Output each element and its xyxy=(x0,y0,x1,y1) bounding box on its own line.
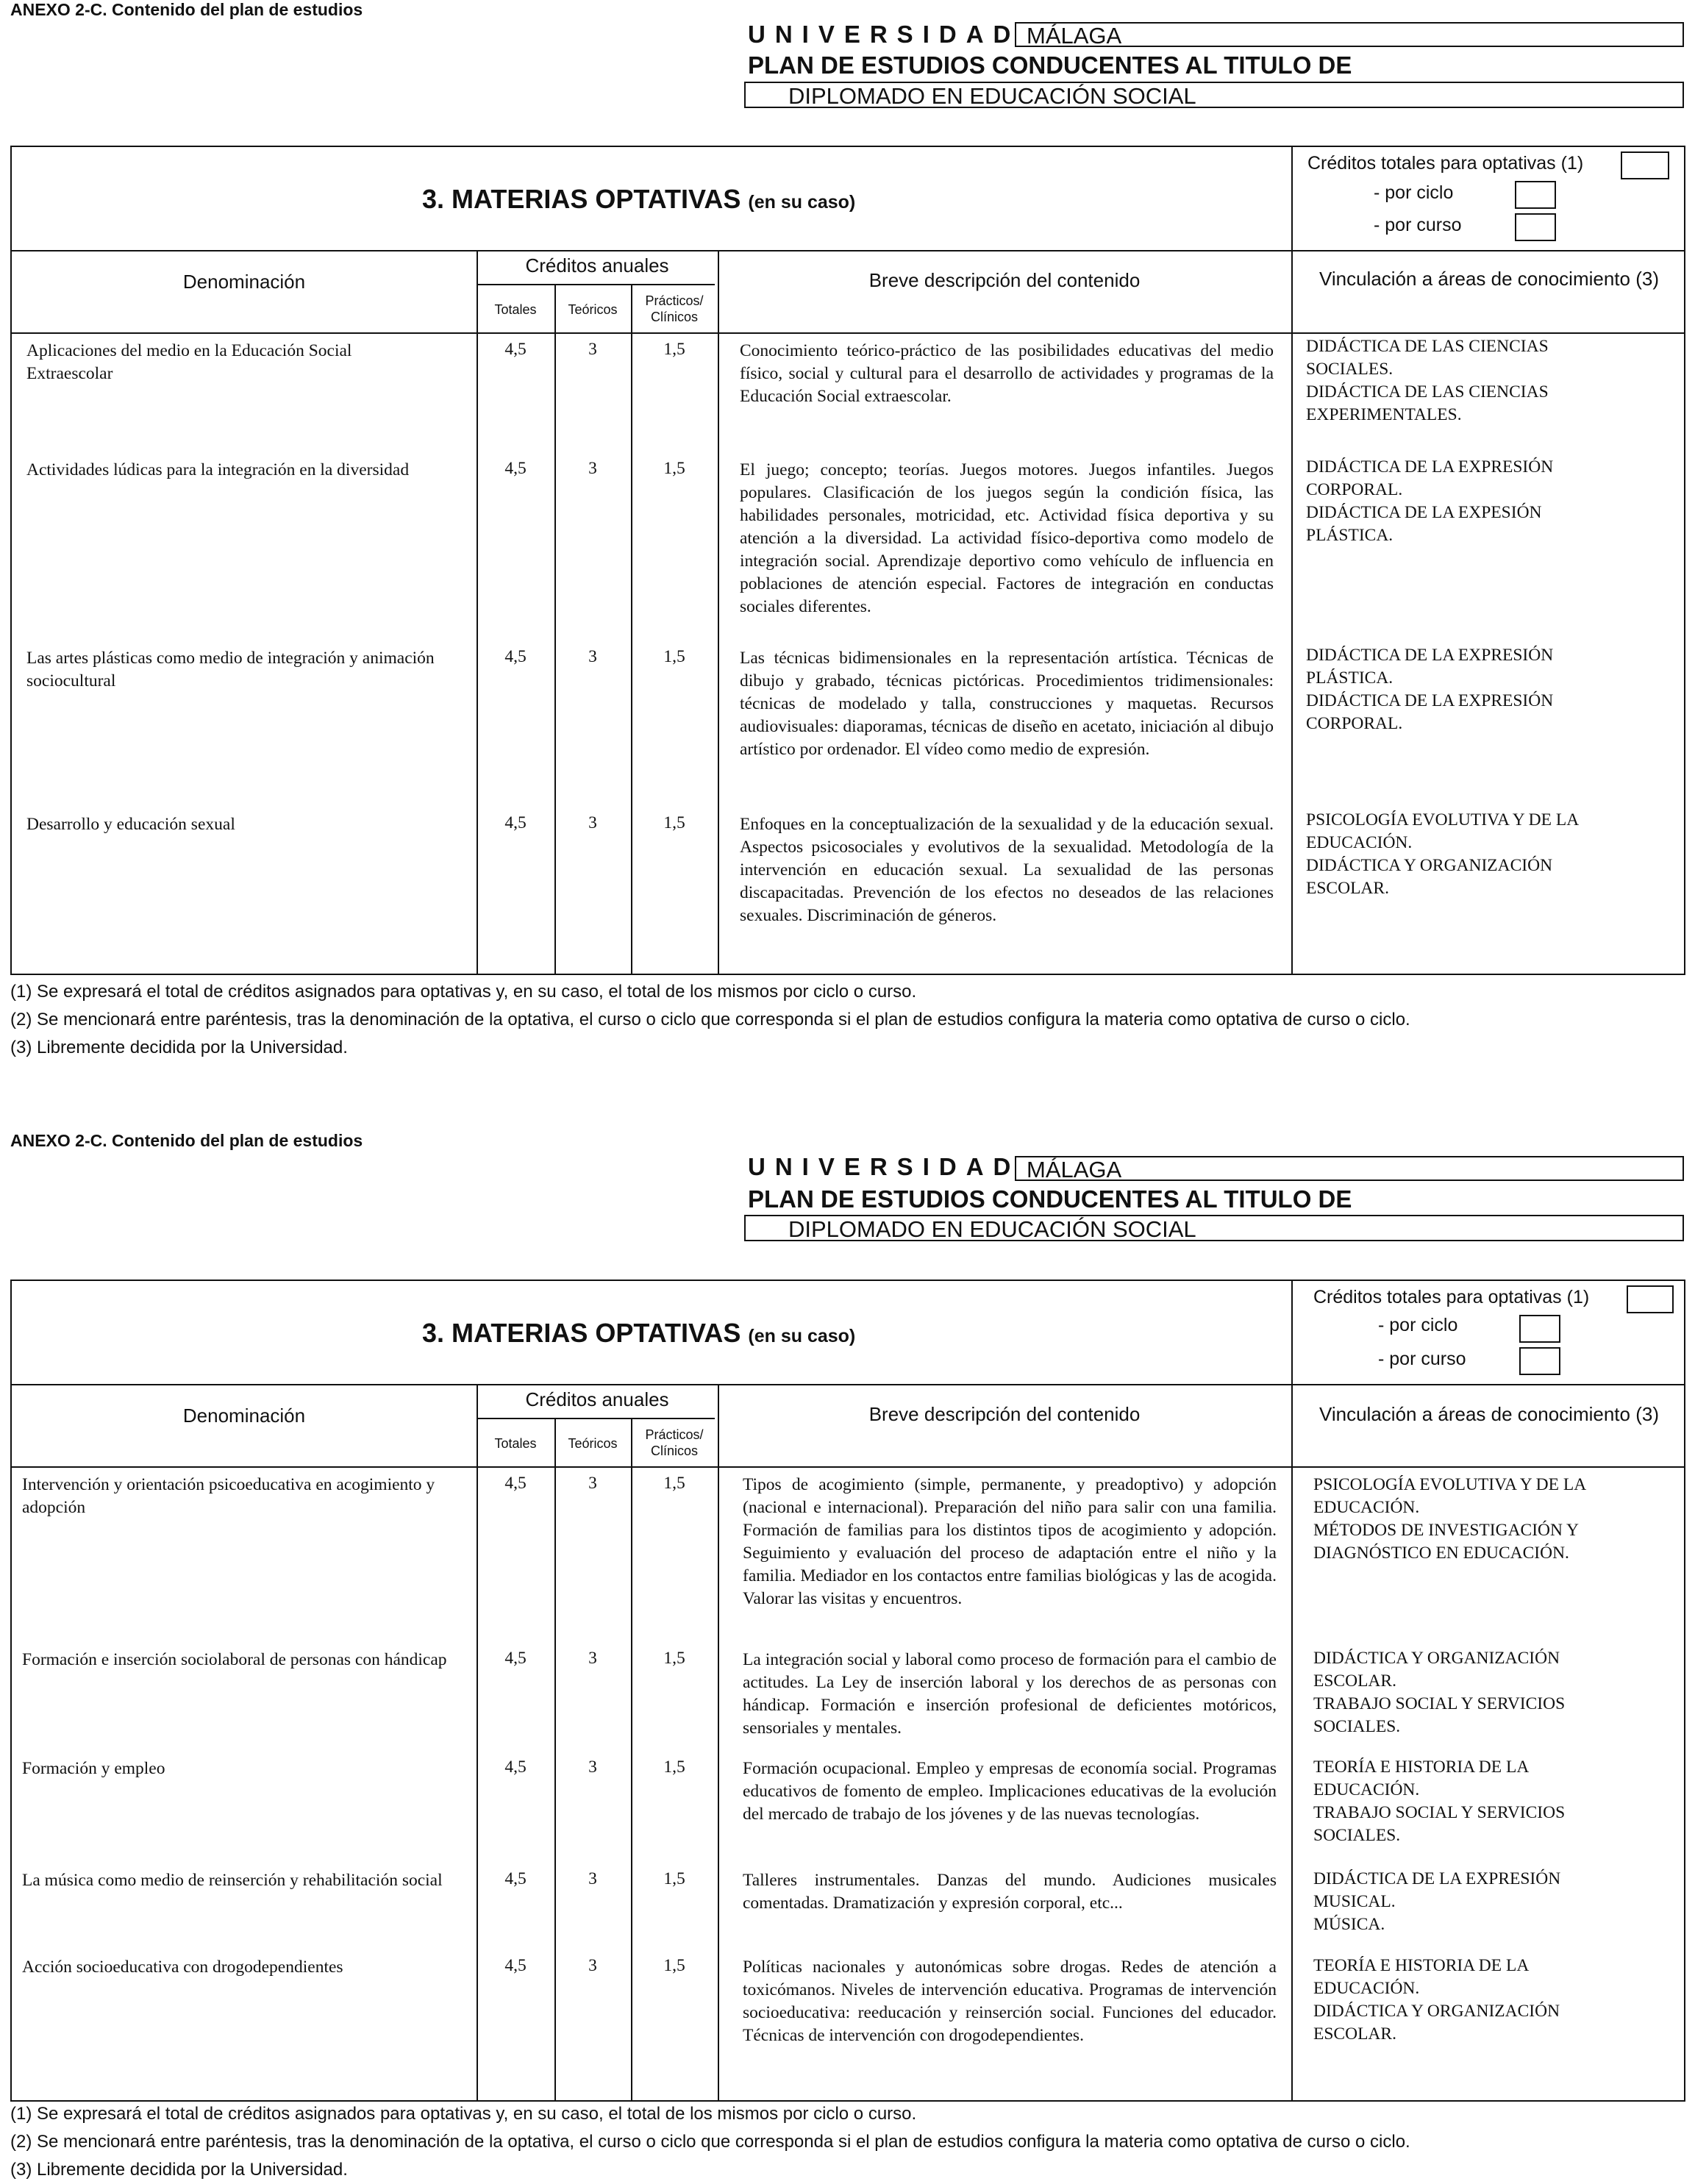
teoricos-cell: 3 xyxy=(588,1956,597,1975)
header-totales: Totales xyxy=(494,302,537,317)
universidad-label: UNIVERSIDAD xyxy=(748,21,1021,48)
vinculacion-cell: DIDÁCTICA DE LA EXPRESIÓN CORPORAL. DIDÁCTICA DE LA EXPESIÓN PLÁSTICA. xyxy=(1306,457,1554,545)
vinculacion-cell: DIDÁCTICA DE LA EXPRESIÓN PLÁSTICA. DIDÁCTICA DE LA EXPRESIÓN CORPORAL. xyxy=(1306,646,1554,733)
practicos-cell: 1,5 xyxy=(663,1474,685,1493)
practicos-cell: 1,5 xyxy=(663,1956,685,1975)
totales-cell: 4,5 xyxy=(504,1869,527,1888)
optativas-table xyxy=(10,1280,1685,2102)
header-practicos: Prácticos/ Clínicos xyxy=(645,1427,704,1458)
teoricos-cell: 3 xyxy=(588,340,597,359)
descripcion-cell: Enfoques en la conceptualización de la sexualidad y de la educación sexual. Aspectos psicosociales y evolutivos de la sexualidad. Metodología de la intervención en educación sexual. La sexualidad de las personas discapacitadas. Prevención de los efectos no deseados de las relaciones sexuales. Discriminación de géneros. xyxy=(740,815,1274,925)
totales-cell: 4,5 xyxy=(504,459,527,478)
header-descripcion: Breve descripción del contenido xyxy=(868,269,1141,291)
footnote: (1) Se expresará el total de créditos asignados para optativas y, en su caso, el total de los mismos por ciclo o curso. xyxy=(10,2104,917,2124)
practicos-cell: 1,5 xyxy=(663,647,685,666)
creditos-totales-box xyxy=(1621,151,1669,179)
descripcion-cell: Tipos de acogimiento (simple, permanente, y preadoptivo) y adopción (nacional e internacional). Preparación del niño para salir con una familia. Formación de familias para los distintos tipos de acogimiento y adopción. Seguimiento y evaluación del proceso de adaptación entre el niño y la familia. Mediador en los contactos entre familias biológicas y las de acogida. Valorar las visitas y encuentros. xyxy=(743,1475,1277,1608)
header-totales: Totales xyxy=(494,1436,537,1451)
denominacion-cell: Desarrollo y educación sexual xyxy=(26,815,235,834)
por-curso-box xyxy=(1515,213,1556,241)
teoricos-cell: 3 xyxy=(588,1757,597,1777)
footnotes xyxy=(10,2100,1410,2184)
header-practicos: Prácticos/ Clínicos xyxy=(645,293,704,324)
vinculacion-cell: PSICOLOGÍA EVOLUTIVA Y DE LA EDUCACIÓN. MÉTODOS DE INVESTIGACIÓN Y DIAGNÓSTICO EN EDUCACIÓN. xyxy=(1313,1475,1587,1563)
section-title: 3. MATERIAS OPTATIVAS (en su caso) xyxy=(422,1318,856,1348)
header-descripcion: Breve descripción del contenido xyxy=(868,1403,1141,1425)
anexo-label: ANEXO 2-C. Contenido del plan de estudios xyxy=(10,1131,363,1150)
denominacion-cell: Intervención y orientación psicoeducativa en acogimiento y adopción xyxy=(22,1475,435,1517)
anexo-label: ANEXO 2-C. Contenido del plan de estudios xyxy=(10,0,363,19)
totales-cell: 4,5 xyxy=(504,1474,527,1493)
denominacion-cell: Acción socioeducativa con drogodependientes xyxy=(22,1958,343,1977)
totales-cell: 4,5 xyxy=(504,340,527,359)
footnote: (3) Libremente decidida por la Universidad. xyxy=(10,1038,348,1057)
denominacion-cell: Actividades lúdicas para la integración en la diversidad xyxy=(26,460,410,479)
descripcion-cell: La integración social y laboral como proceso de formación para el cambio de actitudes. La Ley de inserción laboral y los derechos de as personas con hándicap. Formación e inserción profesional de deficientes motóricos, sensoriales y mentales. xyxy=(743,1650,1277,1738)
por-ciclo-box xyxy=(1519,1315,1560,1343)
header-vinculacion: Vinculación a áreas de conocimiento (3) xyxy=(1318,1403,1659,1425)
denominacion-cell: Formación e inserción sociolaboral de personas con hándicap xyxy=(22,1650,447,1669)
titulo-box: DIPLOMADO EN EDUCACIÓN SOCIAL xyxy=(744,82,1684,108)
footnote: (3) Libremente decidida por la Universidad. xyxy=(10,2160,348,2180)
totales-cell: 4,5 xyxy=(504,1757,527,1777)
descripcion-cell: Las técnicas bidimensionales en la representación artística. Técnicas de dibujo y grabado, técnicas pictóricas. Procedimientos tridimensionales: técnicas de modelado y talla, construcciones y maquetas. Recursos audiovisuales: diaporamas, técnicas de diseño en acetato, iniciación al dibujo artístico por ordenador. El vídeo como medio de expresión. xyxy=(740,649,1274,759)
section-title: 3. MATERIAS OPTATIVAS (en su caso) xyxy=(422,184,856,214)
universidad-label: UNIVERSIDAD xyxy=(748,1153,1021,1180)
teoricos-cell: 3 xyxy=(588,813,597,832)
footnote: (2) Se mencionará entre paréntesis, tras la denominación de la optativa, el curso o ciclo que corresponda si el plan de estudios configura la materia como optativa de curso o ciclo. xyxy=(10,1010,1410,1029)
descripcion-cell: Políticas nacionales y autonómicas sobre drogas. Redes de atención a toxicómanos. Niveles de intervención educativa. Programas de intervención socioeducativa: reeducación y reinserción social. Funciones del educador. Técnicas de intervención con drogodependientes. xyxy=(743,1958,1277,2045)
teoricos-cell: 3 xyxy=(588,1649,597,1668)
footnotes xyxy=(10,978,1410,1062)
vinculacion-cell: PSICOLOGÍA EVOLUTIVA Y DE LA EDUCACIÓN. DIDÁCTICA Y ORGANIZACIÓN ESCOLAR. xyxy=(1306,810,1580,898)
por-ciclo-label: - por ciclo xyxy=(1378,1315,1458,1335)
denominacion-cell: Las artes plásticas como medio de integración y animación sociocultural xyxy=(26,649,435,690)
vinculacion-cell: DIDÁCTICA DE LA EXPRESIÓN MUSICAL. MÚSICA. xyxy=(1313,1869,1561,1934)
plan-label: PLAN DE ESTUDIOS CONDUCENTES AL TITULO DE xyxy=(748,1185,1352,1213)
por-curso-label: - por curso xyxy=(1374,215,1462,235)
totales-cell: 4,5 xyxy=(504,813,527,832)
practicos-cell: 1,5 xyxy=(663,1757,685,1777)
titulo-box: DIPLOMADO EN EDUCACIÓN SOCIAL xyxy=(744,1215,1684,1241)
denominacion-cell: Formación y empleo xyxy=(22,1759,165,1778)
totales-cell: 4,5 xyxy=(504,1649,527,1668)
descripcion-cell: Formación ocupacional. Empleo y empresas de economía social. Programas educativos de fomento de empleo. Implicaciones educativas de la evolución del mercado de trabajo de los jóvenes y de las nuevas tecnologías. xyxy=(743,1759,1277,1824)
practicos-cell: 1,5 xyxy=(663,459,685,478)
header-denominacion: Denominación xyxy=(182,271,306,293)
footnote: (2) Se mencionará entre paréntesis, tras la denominación de la optativa, el curso o ciclo que corresponda si el plan de estudios configura la materia como optativa de curso o ciclo. xyxy=(10,2132,1410,2152)
header-denominacion: Denominación xyxy=(182,1405,306,1427)
optativas-table xyxy=(10,146,1685,975)
descripcion-cell: Conocimiento teórico-práctico de las posibilidades educativas del medio físico, social y cultural para el desarrollo de actividades y programas de la Educación Social extraescolar. xyxy=(740,341,1274,406)
creditos-totales-label: Créditos totales para optativas (1) xyxy=(1307,153,1584,174)
practicos-cell: 1,5 xyxy=(663,1869,685,1888)
denominacion-cell: Aplicaciones del medio en la Educación Social Extraescolar xyxy=(26,341,352,383)
practicos-cell: 1,5 xyxy=(663,1649,685,1668)
descripcion-cell: Talleres instrumentales. Danzas del mundo. Audiciones musicales comentadas. Dramatización y expresión corporal, etc... xyxy=(743,1871,1277,1913)
footnote: (1) Se expresará el total de créditos asignados para optativas y, en su caso, el total de los mismos por ciclo o curso. xyxy=(10,982,917,1002)
teoricos-cell: 3 xyxy=(588,459,597,478)
vinculacion-cell: DIDÁCTICA DE LAS CIENCIAS SOCIALES. DIDÁCTICA DE LAS CIENCIAS EXPERIMENTALES. xyxy=(1306,337,1549,424)
practicos-cell: 1,5 xyxy=(663,340,685,359)
por-curso-label: - por curso xyxy=(1378,1349,1466,1369)
header-creditos-anuales: Créditos anuales xyxy=(525,1388,669,1410)
header-teoricos: Teóricos xyxy=(568,1436,618,1451)
por-curso-box xyxy=(1519,1347,1560,1375)
por-ciclo-box xyxy=(1515,181,1556,209)
por-ciclo-label: - por ciclo xyxy=(1374,182,1454,203)
creditos-totales-label: Créditos totales para optativas (1) xyxy=(1313,1287,1590,1307)
descripcion-cell: El juego; concepto; teorías. Juegos motores. Juegos infantiles. Juegos populares. Clasificación de los juegos según la condición física, las habilidades personales, motricidad, etc. Actividad física deportiva y su atención a la diversidad. La actividad físico-deportiva como modelo de integración social. Aprendizaje deportivo como vehículo de influencia en poblaciones de atención especial. Factores de integración en conductas sociales diferentes. xyxy=(740,460,1274,616)
universidad-box: MÁLAGA xyxy=(1015,1156,1684,1181)
teoricos-cell: 3 xyxy=(588,647,597,666)
header-teoricos: Teóricos xyxy=(568,302,618,317)
vinculacion-cell: TEORÍA E HISTORIA DE LA EDUCACIÓN. TRABAJO SOCIAL Y SERVICIOS SOCIALES. xyxy=(1313,1757,1566,1845)
totales-cell: 4,5 xyxy=(504,647,527,666)
teoricos-cell: 3 xyxy=(588,1474,597,1493)
practicos-cell: 1,5 xyxy=(663,813,685,832)
totales-cell: 4,5 xyxy=(504,1956,527,1975)
teoricos-cell: 3 xyxy=(588,1869,597,1888)
plan-label: PLAN DE ESTUDIOS CONDUCENTES AL TITULO DE xyxy=(748,51,1352,79)
universidad-box: MÁLAGA xyxy=(1015,22,1684,47)
denominacion-cell: La música como medio de reinserción y rehabilitación social xyxy=(22,1871,443,1890)
header-vinculacion: Vinculación a áreas de conocimiento (3) xyxy=(1318,268,1659,290)
creditos-totales-box xyxy=(1627,1285,1674,1313)
vinculacion-cell: DIDÁCTICA Y ORGANIZACIÓN ESCOLAR. TRABAJO SOCIAL Y SERVICIOS SOCIALES. xyxy=(1313,1649,1566,1736)
header-creditos-anuales: Créditos anuales xyxy=(525,254,669,276)
vinculacion-cell: TEORÍA E HISTORIA DE LA EDUCACIÓN. DIDÁCTICA Y ORGANIZACIÓN ESCOLAR. xyxy=(1313,1956,1560,2044)
